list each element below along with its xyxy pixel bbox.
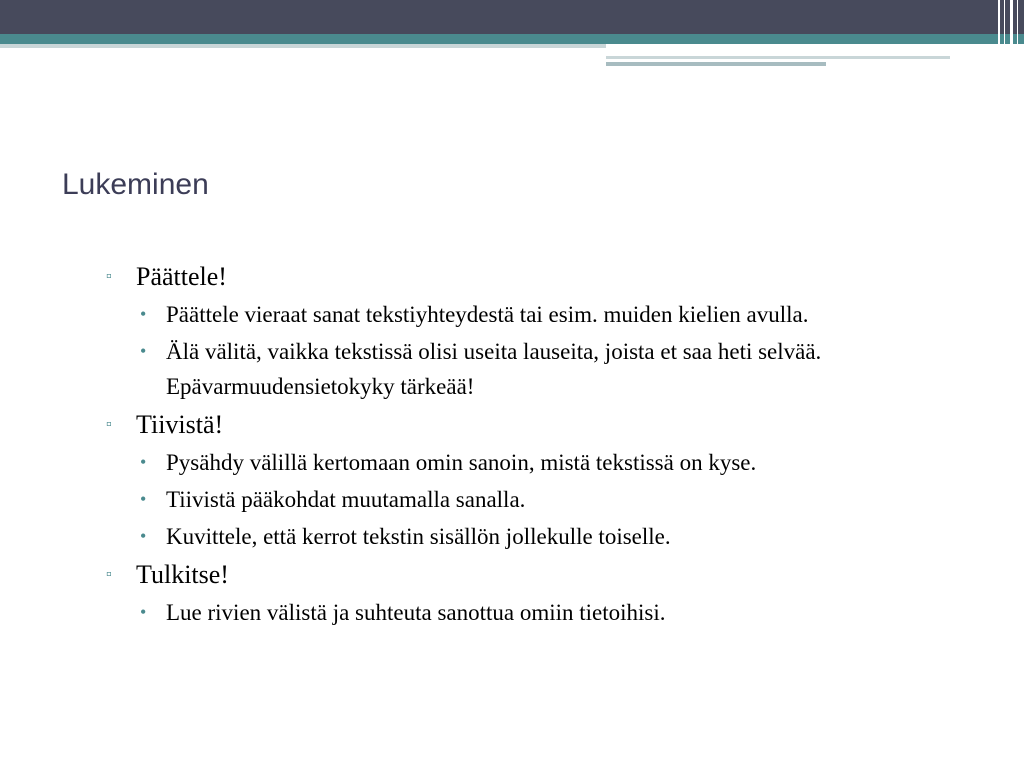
accent-stripe — [606, 62, 826, 66]
square-bullet-icon: ▫ — [106, 268, 112, 285]
dot-bullet-icon: • — [140, 304, 147, 324]
sub-bullet-item — [106, 595, 986, 630]
sub-bullet-item — [106, 482, 986, 517]
sub-bullet-text: Tiivistä pääkohdat muutamalla sanalla. — [166, 487, 526, 512]
sub-bullet-item — [106, 445, 986, 480]
sub-bullet-text: Kuvittele, että kerrot tekstin sisällön jollekulle toiselle. — [166, 524, 671, 549]
top-bar — [0, 0, 1024, 34]
square-bullet-icon: ▫ — [106, 416, 112, 433]
bullet-list — [106, 256, 986, 630]
dot-bullet-icon: • — [140, 602, 147, 622]
sub-bullet-text: Lue rivien välistä ja suhteuta sanottua omiin tietoihisi. — [166, 600, 666, 625]
slide-title: Lukeminen — [62, 168, 209, 201]
accent-stripe — [606, 56, 950, 59]
corner-lines — [994, 0, 1024, 70]
sub-bullet-item — [106, 334, 986, 404]
sub-bullet-text: Pysähdy välillä kertomaan omin sanoin, mistä tekstissä on kyse. — [166, 450, 757, 475]
accent-bar — [0, 34, 1024, 44]
accent-bar-light — [0, 44, 606, 48]
bullet-item — [106, 407, 986, 443]
dot-bullet-icon: • — [140, 489, 147, 509]
sub-bullet-text: Päättele vieraat sanat tekstiyhteydestä tai esim. muiden kielien avulla. — [166, 302, 809, 327]
sub-bullet-text: Älä välitä, vaikka tekstissä olisi useita lauseita, joista et saa heti selvää. Epävarmuudensietokyky tärkeää! — [166, 339, 822, 399]
bullet-item — [106, 557, 986, 593]
bullet-item — [106, 259, 986, 295]
bullet-text: Tiivistä! — [136, 410, 224, 439]
dot-bullet-icon: • — [140, 341, 147, 361]
sub-bullet-item — [106, 297, 986, 332]
bullet-text: Tulkitse! — [136, 560, 229, 589]
dot-bullet-icon: • — [140, 526, 147, 546]
bullet-text: Päättele! — [136, 262, 227, 291]
square-bullet-icon: ▫ — [106, 566, 112, 583]
sub-bullet-item — [106, 519, 986, 554]
dot-bullet-icon: • — [140, 452, 147, 472]
